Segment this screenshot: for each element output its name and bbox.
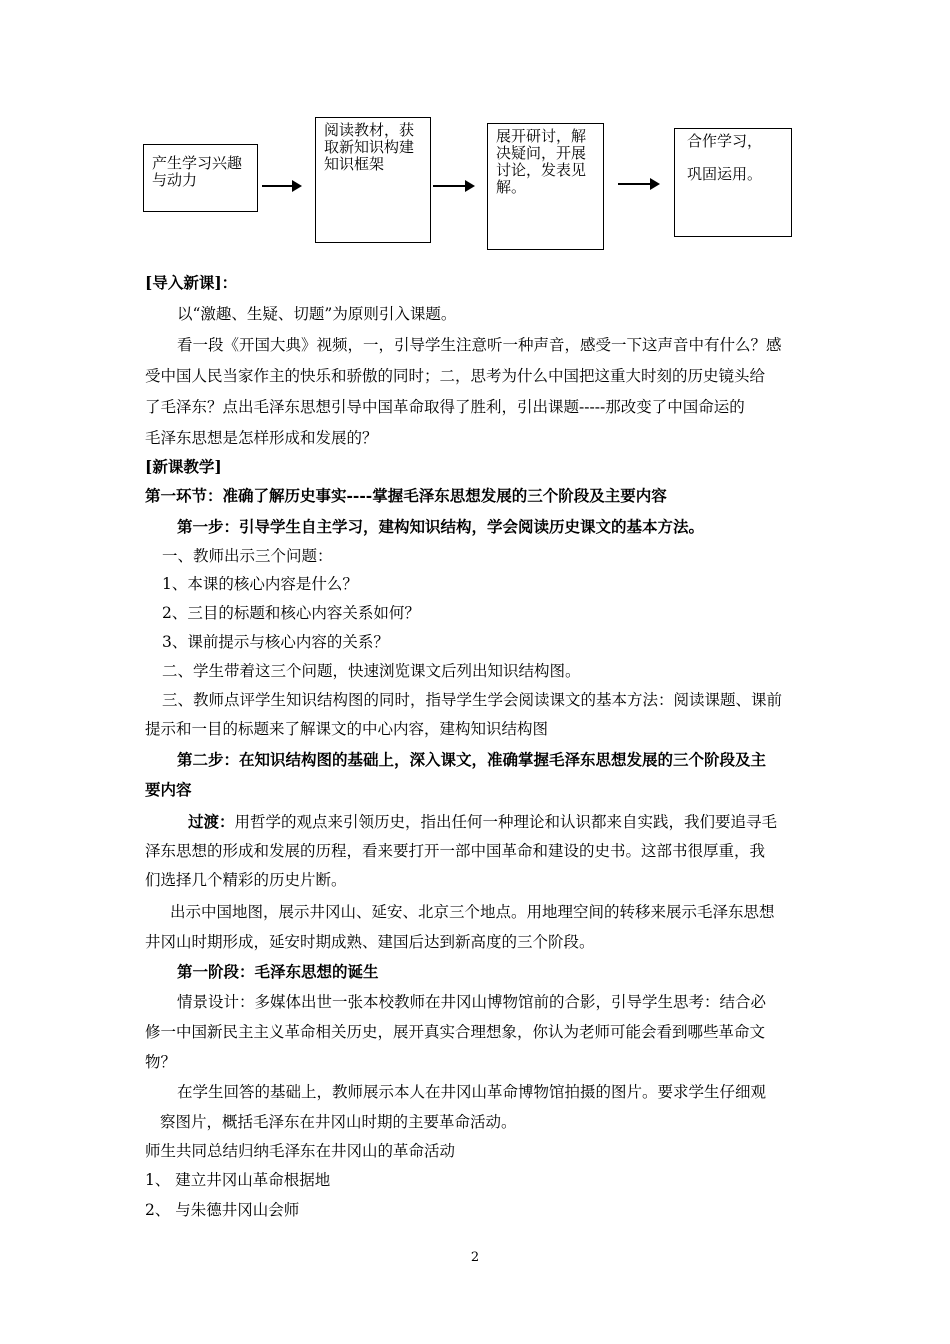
heading-new-lesson: [新课教学] xyxy=(145,457,222,476)
text-line: 受中国人民当家作主的快乐和骄傲的同时；二，思考为什么中国把这重大时刻的历史镜头给 xyxy=(145,367,766,385)
flow-box-discussion-text: 展开研讨，解决疑问，开展讨论，发表见解。 xyxy=(496,127,587,196)
list-item: 1、 建立井冈山革命根据地 xyxy=(145,1171,331,1189)
text-line: 提示和一目的标题来了解课文的中心内容，建构知识结构图 xyxy=(145,720,549,738)
text-line: 毛泽东思想是怎样形成和发展的？ xyxy=(145,429,378,447)
text-line: 师生共同总结归纳毛泽东在井冈山的革命活动 xyxy=(145,1142,456,1160)
flow-box-reading xyxy=(315,117,431,243)
transition-label: 过渡： xyxy=(188,812,235,831)
flow-box-cooperation xyxy=(674,128,792,237)
text-line: 以“激趣、生疑、切题”为原则引入课题。 xyxy=(177,305,457,323)
flow-box-cooperation-line1: 合作学习， xyxy=(687,132,763,150)
text-line: 看一段《开国大典》视频，一，引导学生注意听一种声音，感受一下这声音中有什么？感 xyxy=(177,336,782,354)
heading-intro: [导入新课]： xyxy=(145,273,238,292)
flow-arrow-2 xyxy=(433,185,473,187)
flow-box-interest xyxy=(143,144,258,212)
flow-arrow-3 xyxy=(618,183,658,185)
flow-box-discussion xyxy=(487,123,604,250)
text-line: 们选择几个精彩的历史片断。 xyxy=(145,871,347,889)
text-line: 了毛泽东？点出毛泽东思想引导中国革命取得了胜利，引出课题-----那改变了中国命运的 xyxy=(145,398,745,416)
heading-section-one: 第一环节：准确了解历史事实----掌握毛泽东思想发展的三个阶段及主要内容 xyxy=(145,486,667,505)
heading-step-two-cont: 要内容 xyxy=(145,780,192,799)
flow-arrow-1 xyxy=(262,185,300,187)
text-line: 一、教师出示三个问题： xyxy=(162,547,333,565)
text-line xyxy=(188,810,858,832)
flow-box-cooperation-line2: 巩固运用。 xyxy=(687,165,763,183)
list-item: 3、课前提示与核心内容的关系？ xyxy=(162,633,389,651)
text-line: 察图片，概括毛泽东在井冈山时期的主要革命活动。 xyxy=(160,1113,517,1131)
heading-step-one: 第一步：引导学生自主学习，建构知识结构，学会阅读历史课文的基本方法。 xyxy=(177,517,705,536)
text-line: 物？ xyxy=(145,1053,177,1071)
text-line: 在学生回答的基础上，教师展示本人在井冈山革命博物馆拍摄的图片。要求学生仔细观 xyxy=(177,1083,767,1101)
text-line: 泽东思想的形成和发展的历程，看来要打开一部中国革命和建设的史书。这部书很厚重，我 xyxy=(145,842,766,860)
list-item: 2、三目的标题和核心内容关系如何？ xyxy=(162,604,420,622)
list-item: 1、本课的核心内容是什么？ xyxy=(162,575,358,593)
transition-text: 用哲学的观点来引领历史，指出任何一种理论和认识都来自实践，我们要追寻毛 xyxy=(234,813,778,831)
flow-box-interest-text: 产生学习兴趣与动力 xyxy=(152,154,243,189)
text-line: 二、学生带着这三个问题，快速浏览课文后列出知识结构图。 xyxy=(162,662,581,680)
page-number: 2 xyxy=(470,1250,480,1265)
list-item: 2、 与朱德井冈山会师 xyxy=(145,1201,300,1219)
text-line: 出示中国地图，展示井冈山、延安、北京三个地点。用地理空间的转移来展示毛泽东思想 xyxy=(170,903,775,921)
heading-stage-one: 第一阶段：毛泽东思想的诞生 xyxy=(177,962,379,981)
text-line: 三、教师点评学生知识结构图的同时，指导学生学会阅读课文的基本方法：阅读课题、课前 xyxy=(162,691,783,709)
heading-step-two: 第二步：在知识结构图的基础上，深入课文，准确掌握毛泽东思想发展的三个阶段及主 xyxy=(177,750,767,769)
text-line: 井冈山时期形成，延安时期成熟、建国后达到新高度的三个阶段。 xyxy=(145,933,595,951)
flow-box-reading-text: 阅读教材，获取新知识构建知识框架 xyxy=(324,121,415,173)
text-line: 情景设计：多媒体出世一张本校教师在井冈山博物馆前的合影，引导学生思考：结合必 xyxy=(177,993,767,1011)
text-line: 修一中国新民主主义革命相关历史，展开真实合理想象，你认为老师可能会看到哪些革命文 xyxy=(145,1023,766,1041)
